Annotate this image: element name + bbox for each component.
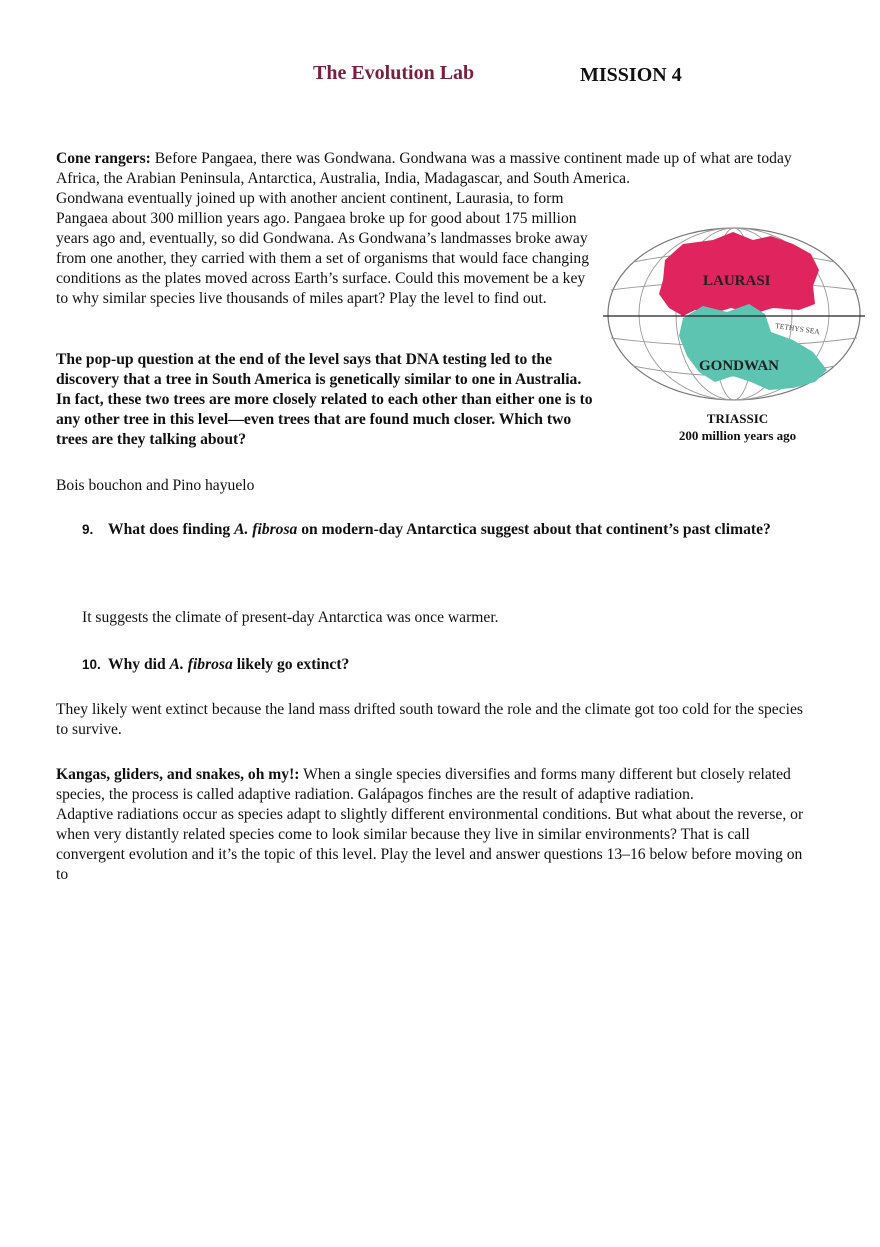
question-number: 9. bbox=[82, 522, 94, 537]
kangas-paragraph-2: Adaptive radiations occur as species adapt to slightly different environmental conditions. But what about the reverse, or when very distantly related species come to look similar because they live in similar environments? That is call convergent evolution and it’s the topic of this level. Play the level and answer questions 13–16 below before moving on to bbox=[56, 806, 804, 883]
question-9 bbox=[82, 519, 798, 540]
species-name: A. fibrosa bbox=[169, 656, 233, 673]
mission-label: MISSION 4 bbox=[580, 64, 682, 86]
gondwana-landmass bbox=[679, 304, 827, 390]
question-text-part: likely go extinct? bbox=[232, 656, 350, 673]
intro-gondwana-text: Gondwana eventually joined up with another ancient continent, Laurasia, to form Pangaea about 300 million years ago. Pangaea broke up for good about 175 million years ago and, eventually, so did Gondwana. As Gondwana’s landmasses broke away from one another, they carried with them a set of organisms that would face changing conditions as the plates moved across Earth’s surface. Could this movement be a key to why similar species live thousands of miles apart? Play the level to find out. bbox=[56, 190, 590, 307]
question-text bbox=[108, 654, 798, 675]
question-text-part: What does finding bbox=[108, 521, 235, 538]
intro-first-paragraph bbox=[56, 149, 816, 189]
kangas-paragraph-1 bbox=[56, 765, 816, 805]
map-caption-period: TRIASSIC bbox=[706, 411, 769, 426]
kangas-lead: Kangas, gliders, and snakes, oh my!: bbox=[56, 766, 300, 783]
answer-9: It suggests the climate of present-day Antarctica was once warmer. bbox=[82, 609, 499, 626]
pangaea-map bbox=[603, 222, 865, 402]
triassic-globe-figure bbox=[603, 222, 865, 402]
question-text-part: on modern-day Antarctica suggest about that continent’s past climate? bbox=[297, 521, 771, 538]
question-number: 10. bbox=[82, 657, 101, 672]
intro-lead: Cone rangers: bbox=[56, 150, 151, 167]
tethys-sea-label: TETHYS SEA bbox=[774, 321, 821, 337]
kangas-section bbox=[56, 765, 816, 885]
map-caption bbox=[660, 410, 815, 444]
popup-question: The pop-up question at the end of the level says that DNA testing led to the discovery that a tree in South America is genetically similar to one in Australia. In fact, these two trees are more closely related to each other than either one is to any other tree in this level—even trees that are found much closer. Which two trees are they talking about? bbox=[56, 351, 593, 448]
popup-answer: Bois bouchon and Pino hayuelo bbox=[56, 477, 255, 494]
laurasia-label: LAURASI bbox=[703, 273, 771, 289]
question-text bbox=[108, 519, 798, 540]
map-caption-age: 200 million years ago bbox=[678, 428, 797, 443]
intro-line1: Before Pangaea, there was Gondwana. Gondwana was a massive continent made up of what are today Africa, the Arabian Peninsula, Antarctica, Australia, India, Madagascar, and South America. bbox=[56, 150, 792, 187]
question-10 bbox=[82, 654, 798, 675]
page-title: The Evolution Lab bbox=[313, 62, 475, 84]
gondwana-label: GONDWAN bbox=[699, 358, 780, 374]
kangas-text: When a single species diversifies and forms many different but closely related species, the process is called adaptive radiation. Galápagos finches are the result of adaptive radiation. bbox=[56, 766, 791, 803]
species-name: A. fibrosa bbox=[234, 521, 298, 538]
question-text-part: Why did bbox=[108, 656, 170, 673]
answer-10: They likely went extinct because the land mass drifted south toward the role and the climate got too cold for the species to survive. bbox=[56, 701, 803, 738]
